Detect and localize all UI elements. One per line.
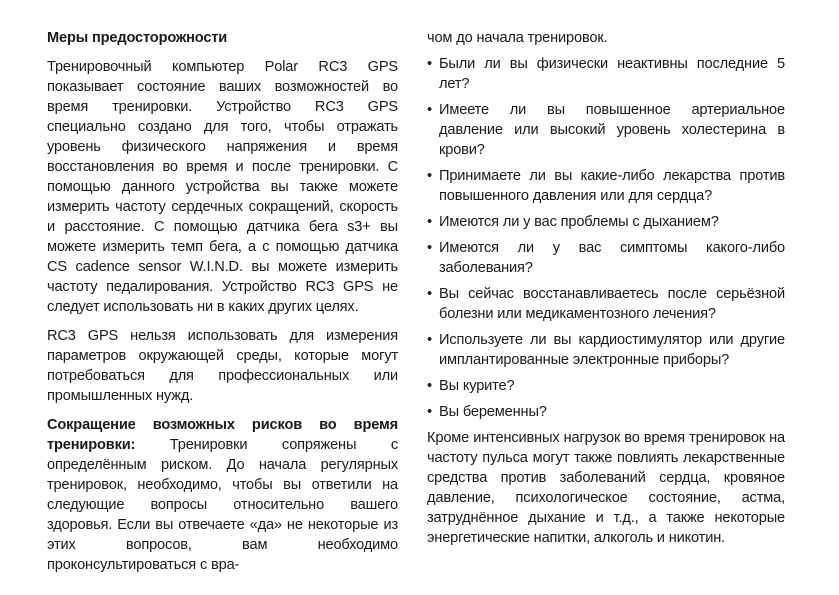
risk-paragraph-title: Сокращение возможных рисков во время тренировки:	[47, 417, 398, 453]
left-column	[47, 28, 398, 584]
question-item: • Имеете ли вы повышенное артериальное давление или высокий уровень холестерина в крови?	[427, 100, 785, 160]
closing-paragraph: Кроме интенсивных нагрузок во время тренировок на частоту пульса могут также повлиять лекарственные средства против заболеваний сердца, кровяное давление, психологическое состояние, астма, затруднённое дыхание и т.д., а также некоторые энергетические напитки, алкоголь и никотин.	[427, 430, 785, 546]
question-item: • Принимаете ли вы какие-либо лекарства против повышенного давления или для сердца?	[427, 166, 785, 206]
question-item: • Имеются ли у вас симптомы какого-либо заболевания?	[427, 238, 785, 278]
risk-paragraph	[47, 415, 398, 575]
question-item: • Имеются ли у вас проблемы с дыханием?	[427, 212, 785, 232]
intro-paragraph: Тренировочный компьютер Polar RC3 GPS показывает состояние ваших возможностей во время тренировки. Устройство RC3 GPS специально создано для того, чтобы отражать уровень физического напряжения и время восстановления во время и после тренировки. С помощью данного устройства вы также можете измерить частоту сердечных сокращений, скорость и расстояние. С помощью датчика бега s3+ вы можете измерить темп бега, а с помощью датчика CS cadence sensor W.I.N.D. вы можете измерить частоту педалирования. Устройство RC3 GPS не следует использовать ни в каких других целях.	[47, 59, 398, 315]
question-item: • Были ли вы физически неактивны последние 5 лет?	[427, 54, 785, 94]
environment-paragraph: RC3 GPS нельзя использовать для измерения параметров окружающей среды, которые могут потребоваться для профессиональных или промышленных нужд.	[47, 328, 398, 404]
risk-paragraph-text: Тренировки сопряжены с определённым риском. До начала регулярных тренировок, необходимо, чтобы вы ответили на следующие вопросы относительно вашего здоровья. Если вы отвечаете «да» не некоторые из этих вопросов, вам необходимо проконсультироваться с вра-	[47, 437, 398, 573]
section-heading: Меры предосторожности	[47, 30, 228, 46]
question-item: • Вы беременны?	[427, 402, 785, 422]
continuation-text: чом до начала тренировок.	[427, 30, 608, 46]
question-item: • Вы сейчас восстанавливаетесь после серьёзной болезни или медикаментозного лечения?	[427, 284, 785, 324]
question-item: • Вы курите?	[427, 376, 785, 396]
question-item: • Используете ли вы кардиостимулятор или другие имплантированные электронные приборы?	[427, 330, 785, 370]
health-questions-list	[427, 54, 785, 422]
right-column	[427, 28, 785, 557]
